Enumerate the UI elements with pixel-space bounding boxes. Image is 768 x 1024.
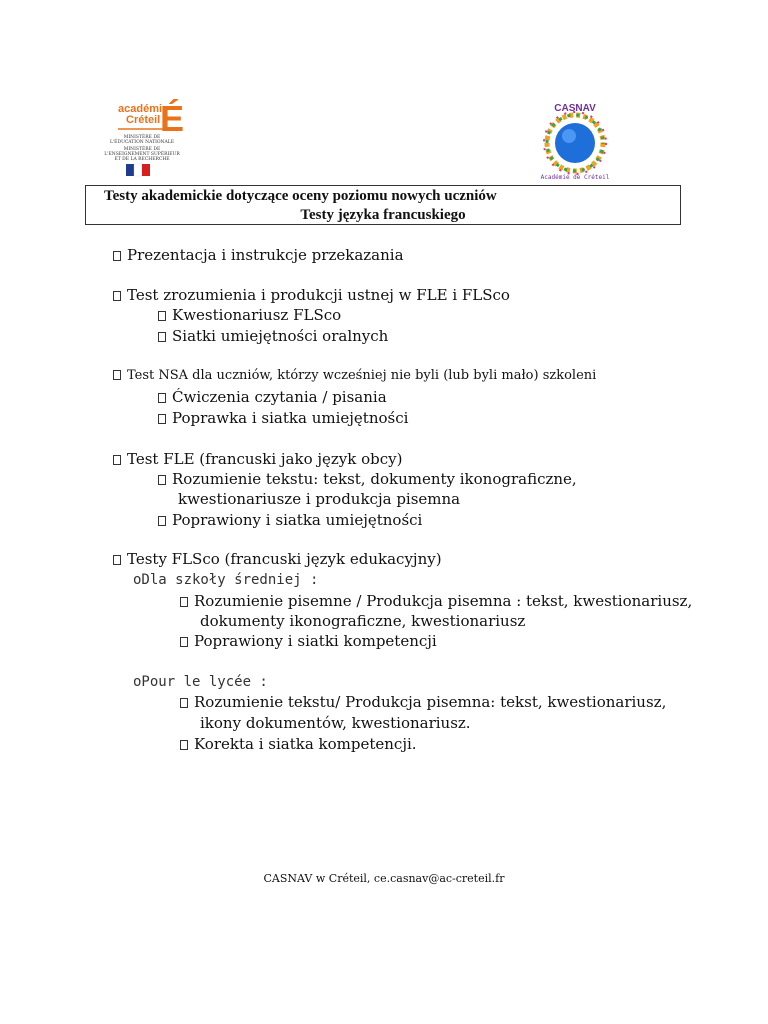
list-item: Korekta i siatka kompetencji. [180, 735, 417, 753]
casnav-logo [530, 100, 620, 182]
checkbox-icon [180, 597, 188, 607]
checkbox-icon [113, 555, 121, 565]
checkbox-icon [158, 414, 166, 424]
logo-brand-line1: académie [118, 103, 169, 115]
list-item-continuation: dokumenty ikonograficzne, kwestionariusz [200, 612, 526, 630]
title-line-2: Testy języka francuskiego [300, 207, 466, 223]
list-item: Test FLE (francuski jako język obcy) [113, 450, 403, 468]
sub-heading: oDla szkoły średniej : [133, 572, 319, 588]
ministry-line-2: L'ÉDUCATION NATIONALE [109, 140, 175, 145]
checkbox-icon [113, 370, 121, 380]
sub-heading: oPour le lycée : [133, 674, 268, 690]
ministry-line-4: L'ENSEIGNEMENT SUPÉRIEUR [104, 152, 180, 157]
checkbox-icon [113, 455, 121, 465]
list-item: Test NSA dla uczniów, którzy wcześniej nie byli (lub byli mało) szkoleni [113, 367, 596, 385]
ministry-line-5: ET DE LA RECHERCHE [114, 157, 170, 162]
footer: CASNAV w Créteil, ce.casnav@ac-creteil.fr [263, 872, 505, 885]
list-item: Test zrozumienia i produkcji ustnej w FLE i FLSco [113, 286, 510, 304]
checkbox-icon [158, 475, 166, 485]
list-item: Rozumienie tekstu/ Produkcja pisemna: tekst, kwestionariusz, [180, 693, 666, 711]
checkbox-icon [158, 332, 166, 342]
logo-brand-letter: É [160, 98, 185, 139]
checkbox-icon [113, 251, 121, 261]
list-item: Poprawiony i siatki kompetencji [180, 632, 437, 650]
list-item: Poprawiony i siatka umiejętności [158, 511, 422, 529]
list-item: Rozumienie tekstu: tekst, dokumenty ikonograficzne, [158, 470, 577, 488]
list-item-continuation: kwestionariusze i produkcja pisemna [178, 490, 461, 508]
list-item: Testy FLSco (francuski język edukacyjny) [113, 550, 442, 568]
checkbox-icon [180, 637, 188, 647]
ministry-line-1: MINISTÈRE DE [123, 135, 161, 140]
french-flag-icon [126, 164, 150, 176]
casnav-name: CASNAV [554, 103, 596, 114]
logo-brand-line2: Créteil [126, 114, 161, 126]
list-item: Ćwiczenia czytania / pisania [158, 388, 387, 406]
checkbox-icon [158, 393, 166, 403]
casnav-subtitle: Académie de Créteil [540, 174, 610, 181]
ministry-line-3: MINISTÈRE DE [123, 147, 161, 152]
checkbox-icon [158, 311, 166, 321]
checkbox-icon [158, 516, 166, 526]
title-box [85, 185, 681, 225]
checkbox-icon [113, 291, 121, 301]
list-item: Kwestionariusz FLSco [158, 306, 341, 324]
list-item: Prezentacja i instrukcje przekazania [113, 246, 404, 264]
title-line-1: Testy akademickie dotyczące oceny poziomu nowych uczniów [104, 188, 497, 204]
list-item: Siatki umiejętności oralnych [158, 327, 388, 345]
list-item: Rozumienie pisemne / Produkcja pisemna : tekst, kwestionariusz, [180, 592, 692, 610]
list-item-continuation: ikony dokumentów, kwestionariusz. [200, 714, 471, 732]
checkbox-icon [180, 740, 188, 750]
list-item: Poprawka i siatka umiejętności [158, 409, 408, 427]
globe-icon [555, 123, 595, 163]
checkbox-icon [180, 698, 188, 708]
academie-creteil-logo [96, 96, 206, 180]
